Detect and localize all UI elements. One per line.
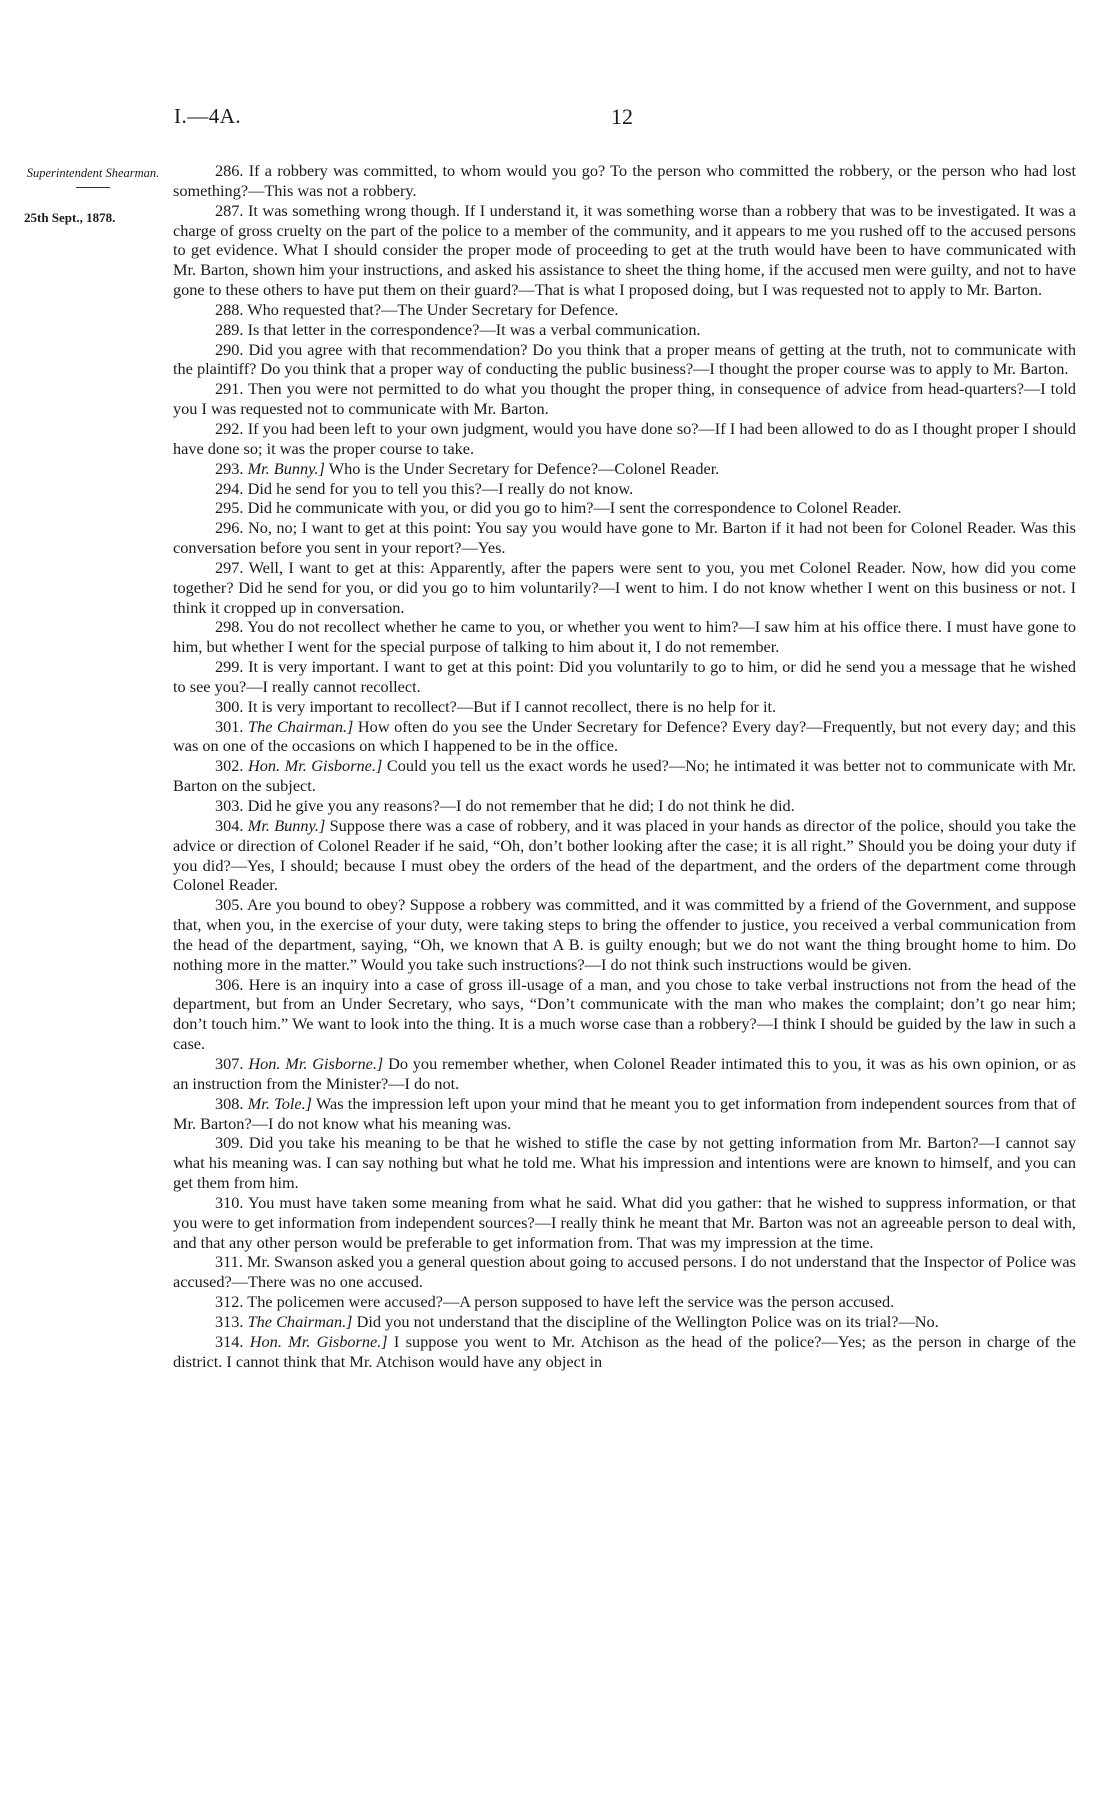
question-number: 303. <box>215 796 244 815</box>
question-number: 312. <box>215 1292 244 1312</box>
question-paragraph <box>173 816 1076 895</box>
question-paragraph <box>173 340 1076 380</box>
question-text: Do you remember whether, when Colonel Reader intimated this to you, it was as his own opinion, or as an instruction from the Minister?—I do not. <box>173 1053 1076 1093</box>
speaker-label: Mr. Tole.] <box>247 1093 312 1113</box>
question-text: Who is the Under Secretary for Defence?—Colonel Reader. <box>328 458 720 478</box>
question-number: 288. <box>215 299 244 319</box>
question-paragraph <box>173 459 1076 479</box>
question-text: Did he give you any reasons?—I do not remember that he did; I do not think he did. <box>247 796 795 815</box>
question-number: 306. <box>215 974 244 994</box>
question-text: No, no; I want to get at this point: You say you would have gone to Mr. Barton if it had not been for Colonel Reader. Was this conversation before you sent in your report?—Yes. <box>173 518 1076 558</box>
speaker-label: Mr. Bunny.] <box>247 815 326 835</box>
question-number: 289. <box>215 319 244 339</box>
question-paragraph <box>173 895 1076 974</box>
question-paragraph <box>173 201 1076 300</box>
question-number: 296. <box>215 518 244 538</box>
question-text: Was the impression left upon your mind that he meant you to get information from independent sources from that of Mr. Barton?—I do not know what his meaning was. <box>173 1093 1077 1133</box>
question-paragraph <box>173 419 1076 459</box>
question-text: Is that letter in the correspondence?—It was a verbal communication. <box>247 319 701 339</box>
question-number: 297. <box>215 557 244 577</box>
question-paragraph <box>173 975 1076 1054</box>
question-paragraph <box>173 657 1076 697</box>
question-paragraph <box>173 1292 1076 1312</box>
question-number: 305. <box>215 895 244 915</box>
question-paragraph <box>173 161 1076 201</box>
question-number: 300. <box>215 696 244 716</box>
margin-speaker-note <box>18 166 168 196</box>
question-text: Could you tell us the exact words he used?—No; he intimated it was better not to communicate with Mr. Barton on the subject. <box>173 756 1077 796</box>
question-text: The policemen were accused?—A person supposed to have left the service was the person accused. <box>247 1292 895 1312</box>
question-number: 301. <box>215 716 244 736</box>
question-number: 308. <box>215 1093 244 1113</box>
question-text: Did you take his meaning to be that he wished to stifle the case by not getting information from Mr. Barton?—I cannot say what his meaning was. I can say nothing but what he told me. What his impression and intentions were are known to himself, and you can get them from him. <box>173 1133 1076 1193</box>
question-number: 287. <box>215 200 244 220</box>
speaker-label: Hon. Mr. Gisborne.] <box>248 756 383 776</box>
question-number: 314. <box>215 1331 244 1351</box>
question-text: You must have taken some meaning from what he said. What did you gather: that he wished to suppress information, or that you were to get information from independent sources?—I really think he meant that Mr. Barton was not an agreeable person to deal with, and that any other person would be preferable to get information from. That was my impression at the time. <box>173 1192 1077 1252</box>
speaker-label: Hon. Mr. Gisborne.] <box>249 1331 388 1351</box>
question-number: 291. <box>215 379 244 399</box>
question-paragraph <box>173 1193 1076 1253</box>
question-paragraph <box>173 1312 1076 1332</box>
question-paragraph <box>173 498 1076 518</box>
question-text: Then you were not permitted to do what you thought the proper thing, in consequence of advice from head-quarters?—I told you I was requested not to communicate with Mr. Barton. <box>173 379 1077 419</box>
question-paragraph <box>173 1252 1076 1292</box>
document-reference: I.—4A. <box>174 104 242 128</box>
question-paragraph <box>173 796 1076 816</box>
question-text: You do not recollect whether he came to you, or whether you went to him?—I saw him at his office there. I must have gone to him, but whether I went for the special purpose of talking to him about it, I do not remember. <box>173 617 1076 657</box>
question-number: 304. <box>215 815 244 835</box>
question-number: 295. <box>215 498 244 518</box>
question-paragraph <box>173 756 1076 796</box>
question-number: 294. <box>215 478 244 498</box>
question-text: If a robbery was committed, to whom would you go? To the person who committed the robbery, or the person who had lost something?—This was not a robbery. <box>173 161 1077 200</box>
question-number: 298. <box>215 617 244 637</box>
question-paragraph <box>173 1054 1076 1094</box>
question-text: It is very important. I want to get at this point: Did you voluntarily to go to him, or did he send you a message that he wished to see you?—I really cannot recollect. <box>173 657 1076 696</box>
question-paragraph <box>173 617 1076 657</box>
question-text: How often do you see the Under Secretary for Defence? Every day?—Frequently, but not every day; and this was on one of the occasions on which I happened to be in the office. <box>173 716 1076 756</box>
margin-date: 25th Sept., 1878. <box>24 210 116 225</box>
question-number: 311. <box>215 1252 243 1272</box>
question-paragraph <box>173 697 1076 717</box>
question-paragraph <box>173 717 1076 757</box>
speaker-label: The Chairman.] <box>247 1311 353 1331</box>
question-paragraph <box>173 1332 1076 1372</box>
question-text: Did he send for you to tell you this?—I really do not know. <box>247 478 634 498</box>
question-paragraph <box>173 300 1076 320</box>
question-text: Did you not understand that the discipline of the Wellington Police was on its trial?—No. <box>356 1311 939 1331</box>
question-paragraph <box>173 1094 1076 1134</box>
question-text: Well, I want to get at this: Apparently, after the papers were sent to you, you met Colonel Reader. Now, how did you come together? Did he send for you, or did you go to him voluntarily?—I went to him. I do not know whether I went on this business or not. I think it cropped up in conversation. <box>173 557 1076 617</box>
page-header <box>174 104 1074 134</box>
question-text: Here is an inquiry into a case of gross ill-usage of a man, and you chose to take verbal instructions not from the head of the department, but from an Under Secretary, who says, “Don’t communicate with the man who makes the complaint; don’t go near him; don’t touch him.” We want to look into the thing. It is a much worse case than a robbery?—I think I should be guided by the law in such a case. <box>173 974 1076 1054</box>
question-text: Mr. Swanson asked you a general question about going to accused persons. I do not understand that the Inspector of Police was accused?—There was no one accused. <box>173 1252 1076 1292</box>
question-number: 292. <box>215 418 244 438</box>
question-paragraph <box>173 1133 1076 1193</box>
question-text: Who requested that?—The Under Secretary for Defence. <box>247 299 619 319</box>
question-text: I suppose you went to Mr. Atchison as the head of the police?—Yes; as the person in charge of the district. I cannot think that Mr. Atchison would have any object in <box>173 1331 1076 1371</box>
question-number: 302. <box>215 756 244 776</box>
question-number: 286. <box>215 161 244 180</box>
speaker-label: Mr. Bunny.] <box>247 458 325 478</box>
question-number: 299. <box>215 657 244 677</box>
question-text: Are you bound to obey? Suppose a robbery was committed, and it was committed by a friend of the Government, and suppose that, when you, in the exercise of your duty, were taking steps to bring the offender to justice, you received a verbal communication from the head of the department, saying, “Oh, we known that A B. is guilty enough; but we do not want the thing brought home to him. Do nothing more in the matter.” Would you take such instructions?—I do not think such instructions would be given. <box>173 895 1077 974</box>
question-text: It is very important to recollect?—But if I cannot recollect, there is no help for it. <box>247 696 777 716</box>
question-text: Did he communicate with you, or did you go to him?—I sent the correspondence to Colonel Reader. <box>247 498 902 518</box>
speaker-label: Hon. Mr. Gisborne.] <box>248 1053 384 1073</box>
question-paragraph <box>173 518 1076 558</box>
question-paragraph <box>173 379 1076 419</box>
question-number: 307. <box>215 1053 244 1073</box>
question-text: Suppose there was a case of robbery, and it was placed in your hands as director of the police, should you take the advice or direction of Colonel Reader if he said, “Oh, don’t bother looking after the case; it is all right.” Should you be doing your duty if you did?—Yes, I should; because I must obey the orders of the head of the department, and the orders of the department come through Colonel Reader. <box>173 815 1076 895</box>
page-number: 12 <box>611 104 633 129</box>
margin-speaker: Superintendent Shearman. <box>26 166 160 180</box>
question-text: It was something wrong though. If I understand it, it was something worse than a robbery that was to be investigated. It was a charge of gross cruelty on the part of the police to a member of the community, and it appears to me you rushed off to the accused persons to get evidence. What I should consider the proper mode of proceeding to get at the truth would have been to have communicated with Mr. Barton, shown him your instructions, and asked his assistance to sheet the thing home, if the accused men were guilty, and not to have gone to these others to have put them on their guard?—That is what I proposed doing, but I was requested not to apply to Mr. Barton. <box>173 200 1076 300</box>
question-text: If you had been left to your own judgment, would you have done so?—If I had been allowed to do as I thought proper I should have done so; it was the proper course to take. <box>173 418 1076 458</box>
question-paragraph <box>173 320 1076 340</box>
margin-divider <box>76 187 110 188</box>
question-paragraph <box>173 479 1076 499</box>
question-text: Did you agree with that recommendation? Do you think that a proper means of getting at the truth, not to communicate with the plaintiff? Do you think that a proper way of conducting the public business?—I thought the proper course was to apply to Mr. Barton. <box>173 339 1076 379</box>
question-number: 290. <box>215 339 244 359</box>
question-number: 313. <box>215 1311 244 1331</box>
question-number: 293. <box>215 458 244 478</box>
speaker-label: The Chairman.] <box>248 716 354 736</box>
question-number: 310. <box>215 1192 244 1212</box>
question-number: 309. <box>215 1133 244 1153</box>
question-paragraph <box>173 558 1076 618</box>
evidence-transcript <box>173 161 1076 1371</box>
